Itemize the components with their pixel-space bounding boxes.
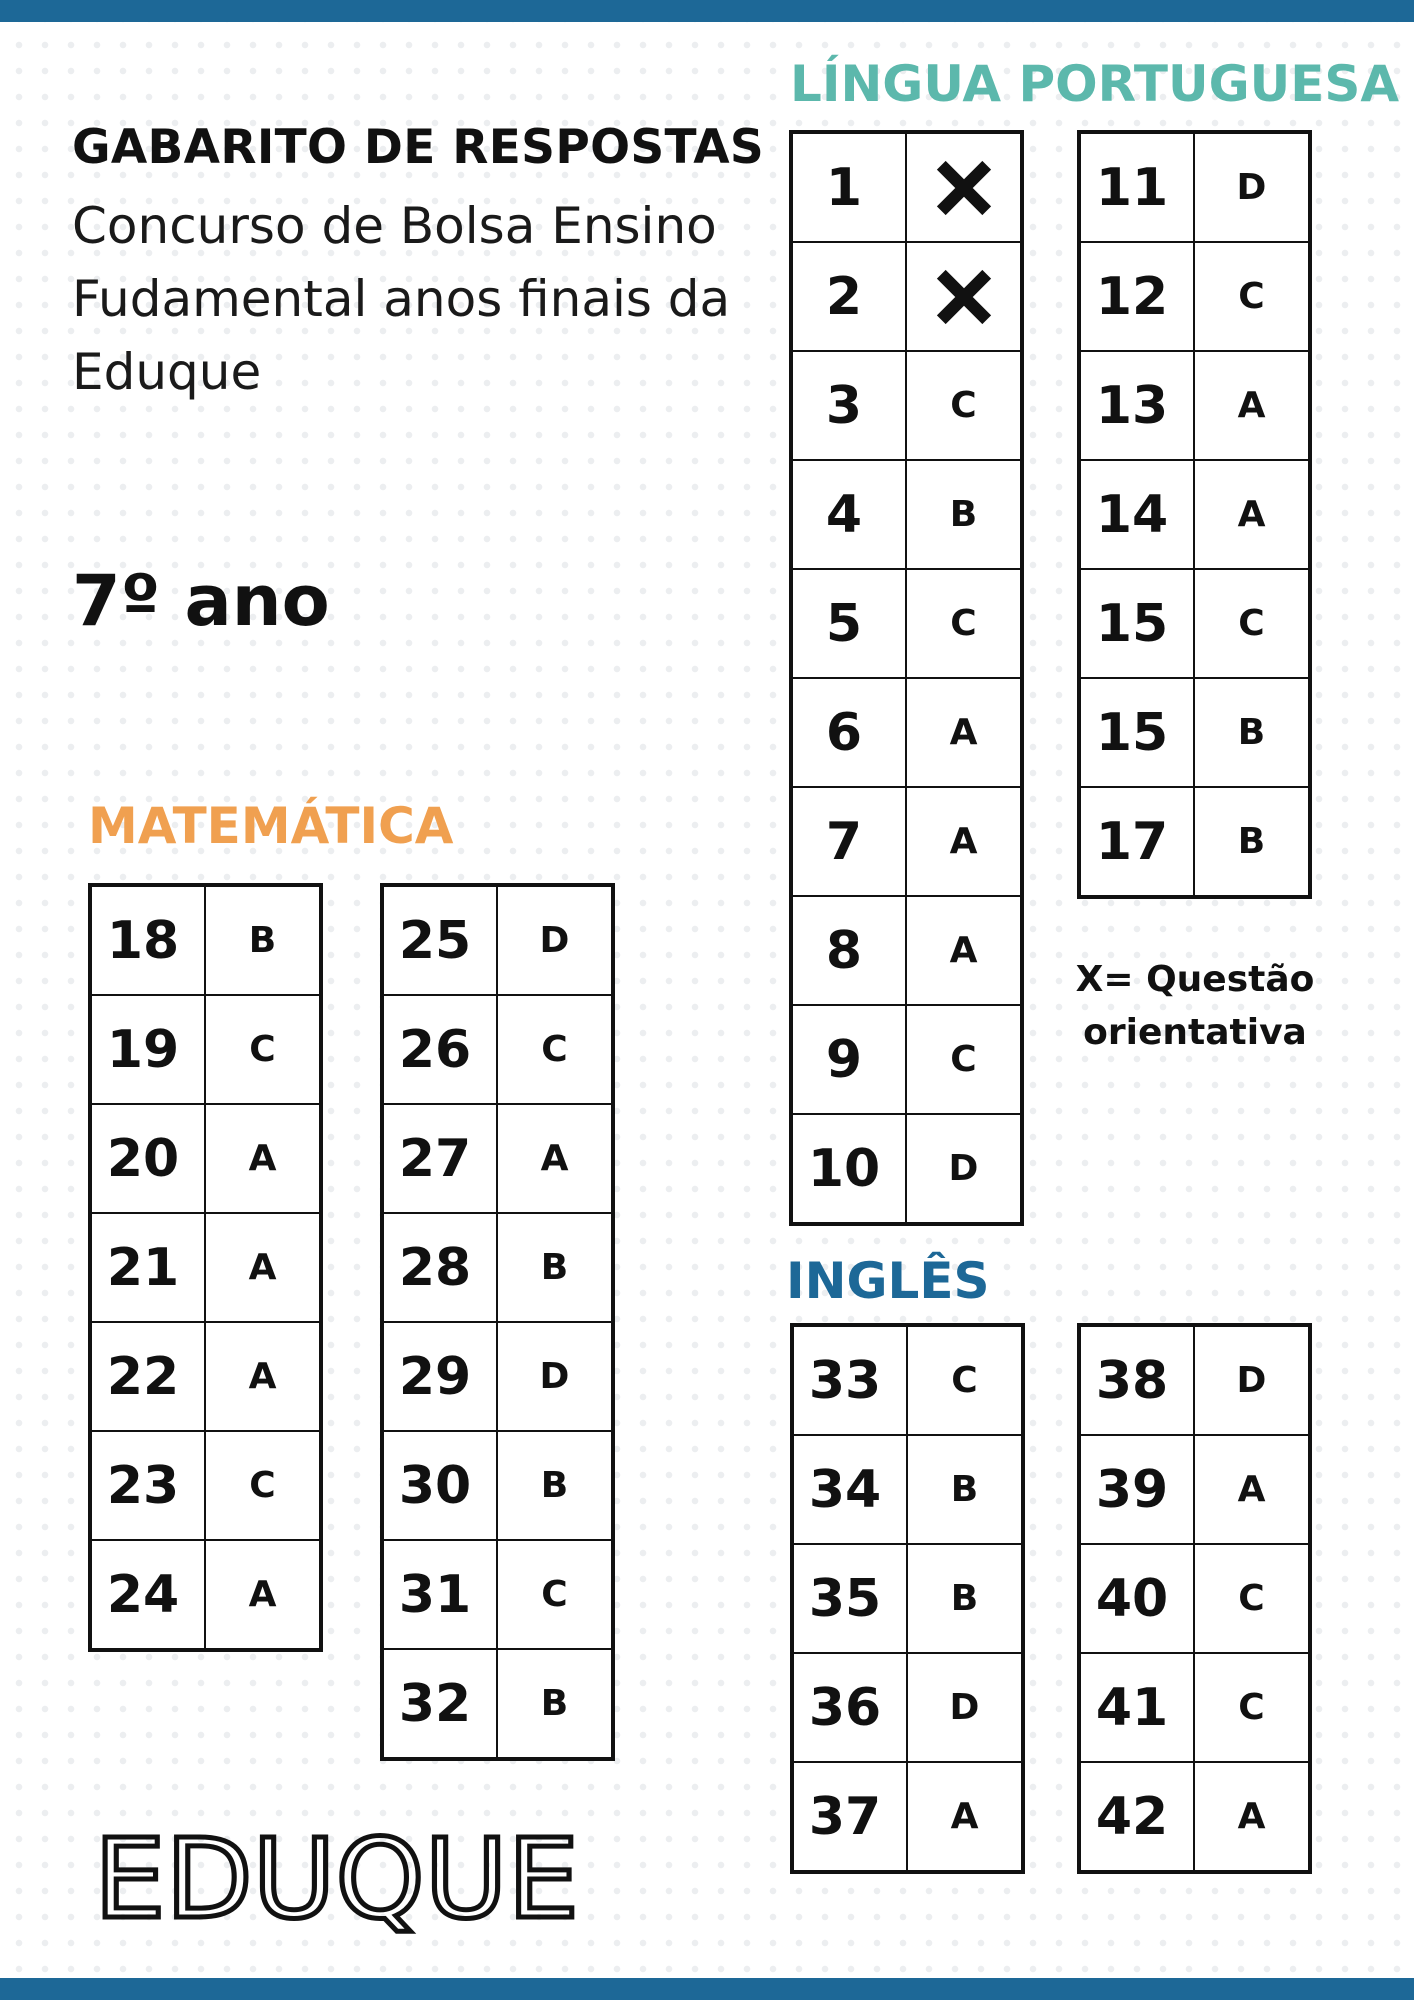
answer-letter: A <box>906 787 1021 896</box>
question-number: 15 <box>1080 678 1194 787</box>
question-number: 8 <box>792 896 906 1005</box>
answer-letter: A <box>907 1762 1022 1871</box>
question-number: 27 <box>383 1104 497 1213</box>
question-number: 2 <box>792 242 906 351</box>
question-number: 6 <box>792 678 906 787</box>
answer-letter: B <box>1194 787 1309 896</box>
english-title: INGLÊS <box>786 1252 990 1310</box>
page-title: GABARITO DE RESPOSTAS <box>72 120 765 175</box>
english-grid-2 <box>1077 1323 1312 1874</box>
answer-letter: B <box>497 1213 612 1322</box>
eduque-logo <box>94 1825 584 1945</box>
portuguese-title: LÍNGUA PORTUGUESA <box>790 55 1400 113</box>
question-number: 32 <box>383 1649 497 1758</box>
x-icon <box>933 266 995 328</box>
question-number: 25 <box>383 886 497 995</box>
question-number: 30 <box>383 1431 497 1540</box>
grade-label: 7º ano <box>72 560 330 642</box>
math-title: MATEMÁTICA <box>88 797 454 855</box>
question-number: 12 <box>1080 242 1194 351</box>
answer-letter: A <box>205 1540 320 1649</box>
answer-letter: D <box>1194 133 1309 242</box>
answer-letter: D <box>497 1322 612 1431</box>
question-number: 19 <box>91 995 205 1104</box>
top-bar <box>0 0 1414 22</box>
question-number: 37 <box>793 1762 907 1871</box>
question-number: 41 <box>1080 1653 1194 1762</box>
answer-letter: C <box>906 569 1021 678</box>
question-number: 38 <box>1080 1326 1194 1435</box>
question-number: 26 <box>383 995 497 1104</box>
question-number: 13 <box>1080 351 1194 460</box>
answer-letter: A <box>906 678 1021 787</box>
answer-letter: B <box>1194 678 1309 787</box>
question-number: 15 <box>1080 569 1194 678</box>
question-number: 39 <box>1080 1435 1194 1544</box>
note-line-1: X= Questão <box>1075 959 1315 1000</box>
question-number: 29 <box>383 1322 497 1431</box>
answer-letter <box>906 133 1021 242</box>
answer-note <box>1050 953 1340 1059</box>
answer-letter: B <box>497 1431 612 1540</box>
math-grid-1 <box>88 883 323 1652</box>
question-number: 17 <box>1080 787 1194 896</box>
x-icon <box>933 157 995 219</box>
question-number: 36 <box>793 1653 907 1762</box>
answer-letter: C <box>1194 1544 1309 1653</box>
question-number: 22 <box>91 1322 205 1431</box>
answer-letter: A <box>906 896 1021 1005</box>
bottom-bar <box>0 1978 1414 2000</box>
question-number: 31 <box>383 1540 497 1649</box>
question-number: 40 <box>1080 1544 1194 1653</box>
question-number: 33 <box>793 1326 907 1435</box>
question-number: 14 <box>1080 460 1194 569</box>
portuguese-grid-2 <box>1077 130 1312 899</box>
question-number: 18 <box>91 886 205 995</box>
answer-letter: C <box>1194 569 1309 678</box>
answer-letter: C <box>1194 1653 1309 1762</box>
answer-letter: A <box>1194 351 1309 460</box>
answer-letter: A <box>205 1104 320 1213</box>
question-number: 23 <box>91 1431 205 1540</box>
answer-letter: C <box>497 995 612 1104</box>
portuguese-grid-1 <box>789 130 1024 1226</box>
answer-letter: A <box>497 1104 612 1213</box>
question-number: 20 <box>91 1104 205 1213</box>
answer-letter: D <box>497 886 612 995</box>
answer-letter: C <box>906 1005 1021 1114</box>
note-line-2: orientativa <box>1083 1012 1307 1053</box>
answer-letter: A <box>205 1213 320 1322</box>
answer-letter: A <box>1194 1762 1309 1871</box>
answer-letter: B <box>497 1649 612 1758</box>
answer-letter: D <box>907 1653 1022 1762</box>
question-number: 3 <box>792 351 906 460</box>
answer-letter: C <box>906 351 1021 460</box>
answer-letter: C <box>497 1540 612 1649</box>
question-number: 24 <box>91 1540 205 1649</box>
answer-letter: B <box>205 886 320 995</box>
page-subtitle: Concurso de Bolsa Ensino Fudamental anos finais da Eduque <box>72 197 731 401</box>
answer-letter: B <box>906 460 1021 569</box>
question-number: 21 <box>91 1213 205 1322</box>
logo-text: EDUQUE <box>94 1825 579 1943</box>
question-number: 42 <box>1080 1762 1194 1871</box>
question-number: 9 <box>792 1005 906 1114</box>
question-number: 34 <box>793 1435 907 1544</box>
answer-letter: D <box>906 1114 1021 1223</box>
answer-letter <box>906 242 1021 351</box>
question-number: 1 <box>792 133 906 242</box>
answer-letter: B <box>907 1544 1022 1653</box>
question-number: 4 <box>792 460 906 569</box>
english-grid-1 <box>790 1323 1025 1874</box>
question-number: 35 <box>793 1544 907 1653</box>
answer-letter: C <box>907 1326 1022 1435</box>
answer-letter: C <box>205 1431 320 1540</box>
answer-letter: C <box>1194 242 1309 351</box>
answer-letter: A <box>1194 460 1309 569</box>
answer-letter: B <box>907 1435 1022 1544</box>
question-number: 28 <box>383 1213 497 1322</box>
question-number: 5 <box>792 569 906 678</box>
answer-letter: C <box>205 995 320 1104</box>
math-grid-2 <box>380 883 615 1761</box>
question-number: 7 <box>792 787 906 896</box>
question-number: 11 <box>1080 133 1194 242</box>
question-number: 10 <box>792 1114 906 1223</box>
answer-letter: A <box>205 1322 320 1431</box>
answer-letter: A <box>1194 1435 1309 1544</box>
answer-letter: D <box>1194 1326 1309 1435</box>
